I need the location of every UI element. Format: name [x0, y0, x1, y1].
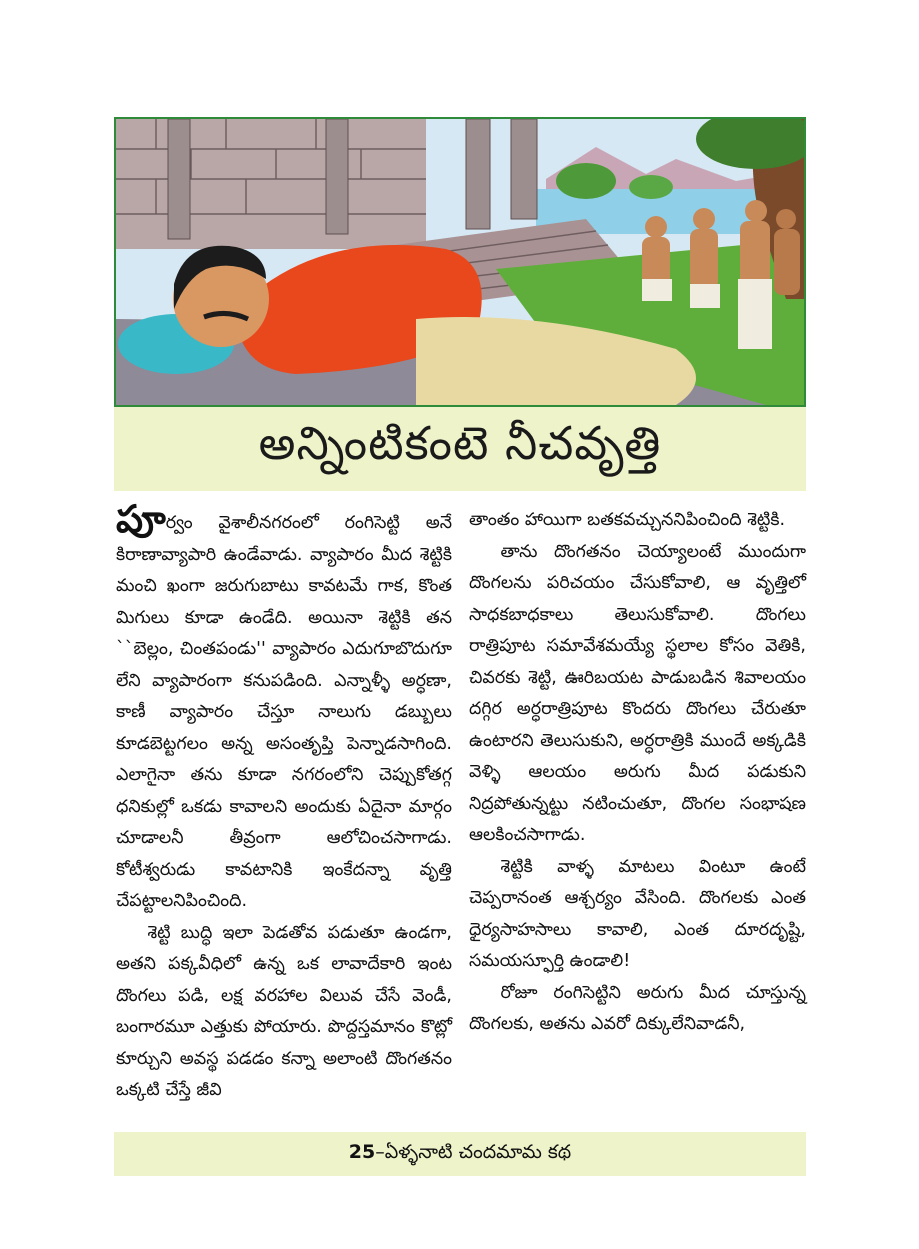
- title-band: [114, 407, 806, 491]
- dropcap: పూ: [116, 497, 166, 541]
- footer-band: [114, 1132, 806, 1176]
- footer: [349, 1141, 571, 1168]
- paragraph: తాంతం హాయిగా బతకవచ్చుననిపించింది శెట్టికి.: [469, 510, 786, 530]
- paragraph-text: ర్వం వైశాలీనగరంలో రంగిసెట్టి అనే కిరాణావ్యాపారి ఉండేవాడు. వ్యాపారం మీద శెట్టికి మంచి ఖంగా జరుగుబాటు కావటమే గాక, కొంత మిగులు కూడా ఉండేది. అయినా శెట్టికి తన ``బెల్లం, చింతపండు'' వ్యాపారం ఎదుగూబొదుగూ లేని వ్యాపారంగా కనుపడింది. ఎన్నాళ్ళీ అర్ధణా, కాణీ వ్యాపారం చేస్తూ నాలుగు డబ్బులు కూడబెట్టగలం అన్న అసంతృప్తి పెన్నాడసాగింది. ఎలాగైనా తను కూడా నగరంలోని చెప్పుకోతగ్గ ధనికుల్లో ఒకడు కావాలని అందుకు ఏదైనా మార్గం చూడాలనీ తీవ్రంగా ఆలోచించసాగాడు. కోటీశ్వరుడు కావటానికి ఇంకేదన్నా వృత్తి చేపట్టాలనిపించింది.: [116, 513, 452, 911]
- paragraph: శెట్టి బుద్ధి ఇలా పెడతోవ పడుతూ ఉండగా, అతని పక్కవీధిలో ఉన్న ఒక లావాదేకారి ఇంట దొంగలు పడి, లక్ష వరహాల విలువ చేసే వెండీ, బంగారమూ ఎత్తుకు పోయారు. పొద్దస్తమానం కొట్లో కూర్చుని అవస్థ పడడం కన్నా అలాంటి దొంగతనం ఒక్కటి చేస్తే జీవి: [116, 922, 452, 1100]
- page-number: 25: [348, 1140, 376, 1163]
- paragraph: శెట్టికి వాళ్ళ మాటలు వింటూ ఉంటే చెప్పరానంత ఆశ్చర్యం వేసింది. దొంగలకు ఎంత ధైర్యసాహసాలు కావాలి, ఎంత దూరదృష్టి, సమయస్ఫూర్తి ఉండాలి!: [469, 856, 806, 971]
- right-column: [469, 505, 806, 1041]
- paragraph: తాను దొంగతనం చెయ్యాలంటే ముందుగా దొంగలను పరిచయం చేసుకోవాలి, ఆ వృత్తిలో సాధకబాధకాలు తెలుసుకోవాలి. దొంగలు రాత్రిపూట సమావేశమయ్యే స్థలాల కోసం వెతికి, చివరకు శెట్టి, ఊరిబయట పాడుబడిన శివాలయం దగ్గిర అర్ధరాత్రిపూట కొందరు దొంగలు చేరుతూ ఉంటారని తెలుసుకుని, అర్ధరాత్రికి ముందే అక్కడికి వెళ్ళి ఆలయం అరుగు మీద పడుకుని నిద్రపోతున్నట్టు నటించుతూ, దొంగల సంభాషణ ఆలకించసాగాడు.: [469, 541, 806, 845]
- story-illustration-icon: [116, 119, 804, 405]
- left-column: [116, 497, 452, 1107]
- story-title: అన్నింటికంటె నీచవృత్తి: [258, 416, 662, 470]
- paragraph: [116, 497, 452, 918]
- story-illustration: [114, 117, 806, 407]
- paragraph: రోజూ రంగిసెట్టిని అరుగు మీద చూస్తున్న దొంగలకు, అతను ఎవరో దిక్కులేనివాడనీ,: [469, 982, 806, 1034]
- footer-caption: –ఏళ్ళనాటి చందమామ కథ: [375, 1140, 572, 1163]
